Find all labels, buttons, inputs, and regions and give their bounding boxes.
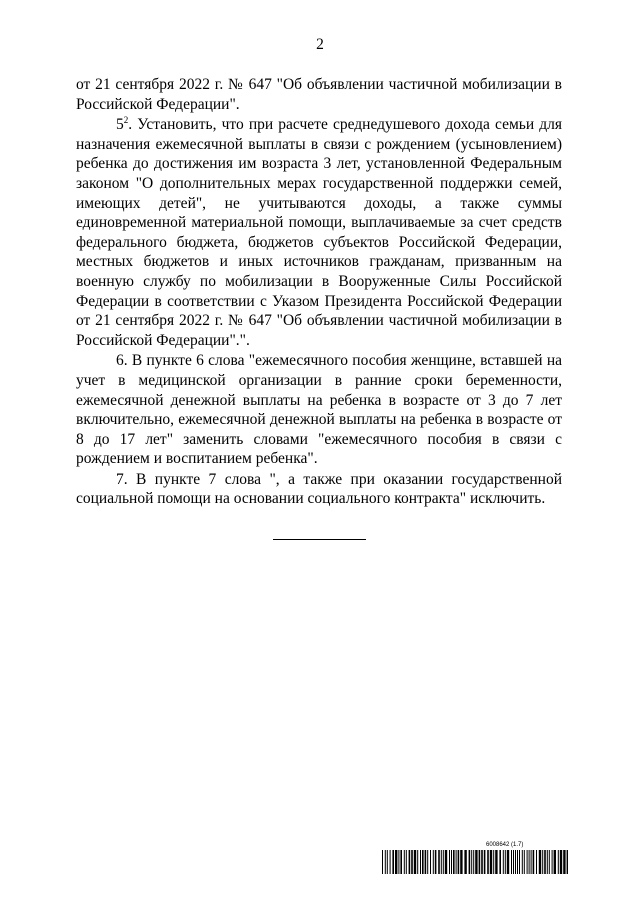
barcode-bar	[382, 850, 383, 874]
barcode-bar	[513, 850, 514, 874]
barcode-bar	[493, 850, 494, 874]
barcode-bar	[487, 850, 489, 874]
barcode-bar	[400, 850, 402, 874]
barcode-bar	[536, 850, 537, 874]
barcode-bar	[484, 850, 486, 874]
superscript: 2	[123, 115, 129, 126]
barcode-bar	[560, 850, 562, 874]
end-rule	[273, 539, 366, 540]
paragraph-7: 7. В пункте 7 слова ", а также при оказании государственной социальной помощи на основании социального контракта" исключить.	[76, 470, 562, 508]
paragraph-number: 5	[116, 116, 124, 134]
barcode-bar	[422, 850, 424, 874]
barcode-bar	[398, 850, 399, 874]
paragraph-text: . Установить, что при расчете среднедушевого дохода семьи для назначения ежемесячной выплаты в связи с рождением (усыновлением) ребенка до достижения им возраста 3 лет, установленной Федеральным законом "О дополнительных мерах государственной поддержки семей, имеющих детей", не учитываются доходы, а также суммы единовременной материальной помощи, выплачиваемые за счет средств федерального бюджета, бюджетов субъектов Российской Федерации, местных бюджетов и иных источников гражданам, призванным на военную службу по мобилизации в Вооруженные Силы Российской Федерации в соответствии с Указом Президента Российской Федерации от 21 сентября 2022 г. № 647 "Об объявлении частичной мобилизации в Российской Федерации".".	[76, 116, 562, 349]
barcode-bar	[522, 850, 523, 874]
barcode-bar	[430, 850, 431, 874]
barcode-bar	[511, 850, 512, 874]
barcode-bar	[404, 850, 405, 874]
barcode-bar	[392, 850, 394, 874]
barcode-bar	[473, 850, 474, 874]
paragraph-continuation: от 21 сентября 2022 г. № 647 "Об объявлении частичной мобилизации в Российской Федерации".	[76, 76, 562, 113]
barcode-caption: 6008642 (1.7)	[486, 842, 524, 848]
barcode-bar	[385, 850, 386, 874]
barcode-bar	[453, 850, 455, 874]
barcode-bar	[433, 850, 434, 874]
barcode-bar	[390, 850, 391, 874]
barcode-bar	[499, 850, 501, 874]
barcode-bar	[547, 850, 548, 874]
barcode-bar	[552, 850, 553, 874]
barcode-bar	[495, 850, 497, 874]
barcode-bar	[533, 850, 535, 874]
barcode-bar	[471, 850, 472, 874]
barcode-bar	[519, 850, 520, 874]
barcode-bar	[469, 850, 471, 874]
barcode-bar	[475, 850, 477, 874]
barcode-bar	[524, 850, 525, 874]
barcode-bar	[542, 850, 543, 874]
paragraph-6: 6. В пункте 6 слова "ежемесячного пособия женщине, вставшей на учет в медицинской организации в ранние сроки беременности, ежемесячной денежной выплаты на ребенка в возрасте от 3 до 7 лет включительно, ежемесячной денежной выплаты на ребенка в возрасте от 8 до 17 лет" заменить словами "ежемесячного пособия в связи с рождением и воспитанием ребенка".	[76, 352, 562, 468]
barcode-bar	[515, 850, 516, 874]
barcode-bar	[503, 850, 504, 874]
barcode-bar	[481, 850, 483, 874]
barcode-bar	[438, 850, 440, 874]
barcode-bar	[449, 850, 450, 874]
paragraph-5-2	[76, 115, 562, 350]
barcode-bar	[479, 850, 481, 874]
barcode-bar	[441, 850, 442, 874]
barcode-bar	[414, 850, 416, 874]
barcode-bar	[456, 850, 457, 874]
barcode-bar	[505, 850, 506, 874]
barcode-bar	[417, 850, 418, 874]
barcode-bar	[567, 850, 568, 874]
barcode-bar	[544, 850, 546, 874]
document-body	[76, 75, 562, 510]
barcode-bar	[458, 850, 460, 874]
page-number: 2	[316, 36, 324, 53]
barcode-bar	[443, 850, 444, 874]
barcode-bar	[420, 850, 421, 874]
barcode-bar	[406, 850, 407, 874]
barcode-bar	[411, 850, 413, 874]
barcode-bar	[387, 850, 388, 874]
barcode-bar	[531, 850, 532, 874]
barcode-bar	[451, 850, 452, 874]
barcode-bar	[445, 850, 447, 874]
barcode-bar	[490, 850, 492, 874]
barcode-bar	[554, 850, 556, 874]
barcode	[382, 850, 568, 874]
barcode-bar	[549, 850, 550, 874]
barcode-bar	[409, 850, 411, 874]
barcode-bar	[527, 850, 528, 874]
barcode-bar	[558, 850, 559, 874]
barcode-bar	[517, 850, 518, 874]
barcode-bar	[425, 850, 427, 874]
barcode-bar	[529, 850, 530, 874]
barcode-bar	[435, 850, 437, 874]
barcode-bar	[563, 850, 565, 874]
barcode-bar	[427, 850, 428, 874]
barcode-bar	[539, 850, 541, 874]
barcode-bar	[464, 850, 466, 874]
barcode-bar	[395, 850, 397, 874]
barcode-bar	[460, 850, 462, 874]
barcode-bar	[507, 850, 509, 874]
